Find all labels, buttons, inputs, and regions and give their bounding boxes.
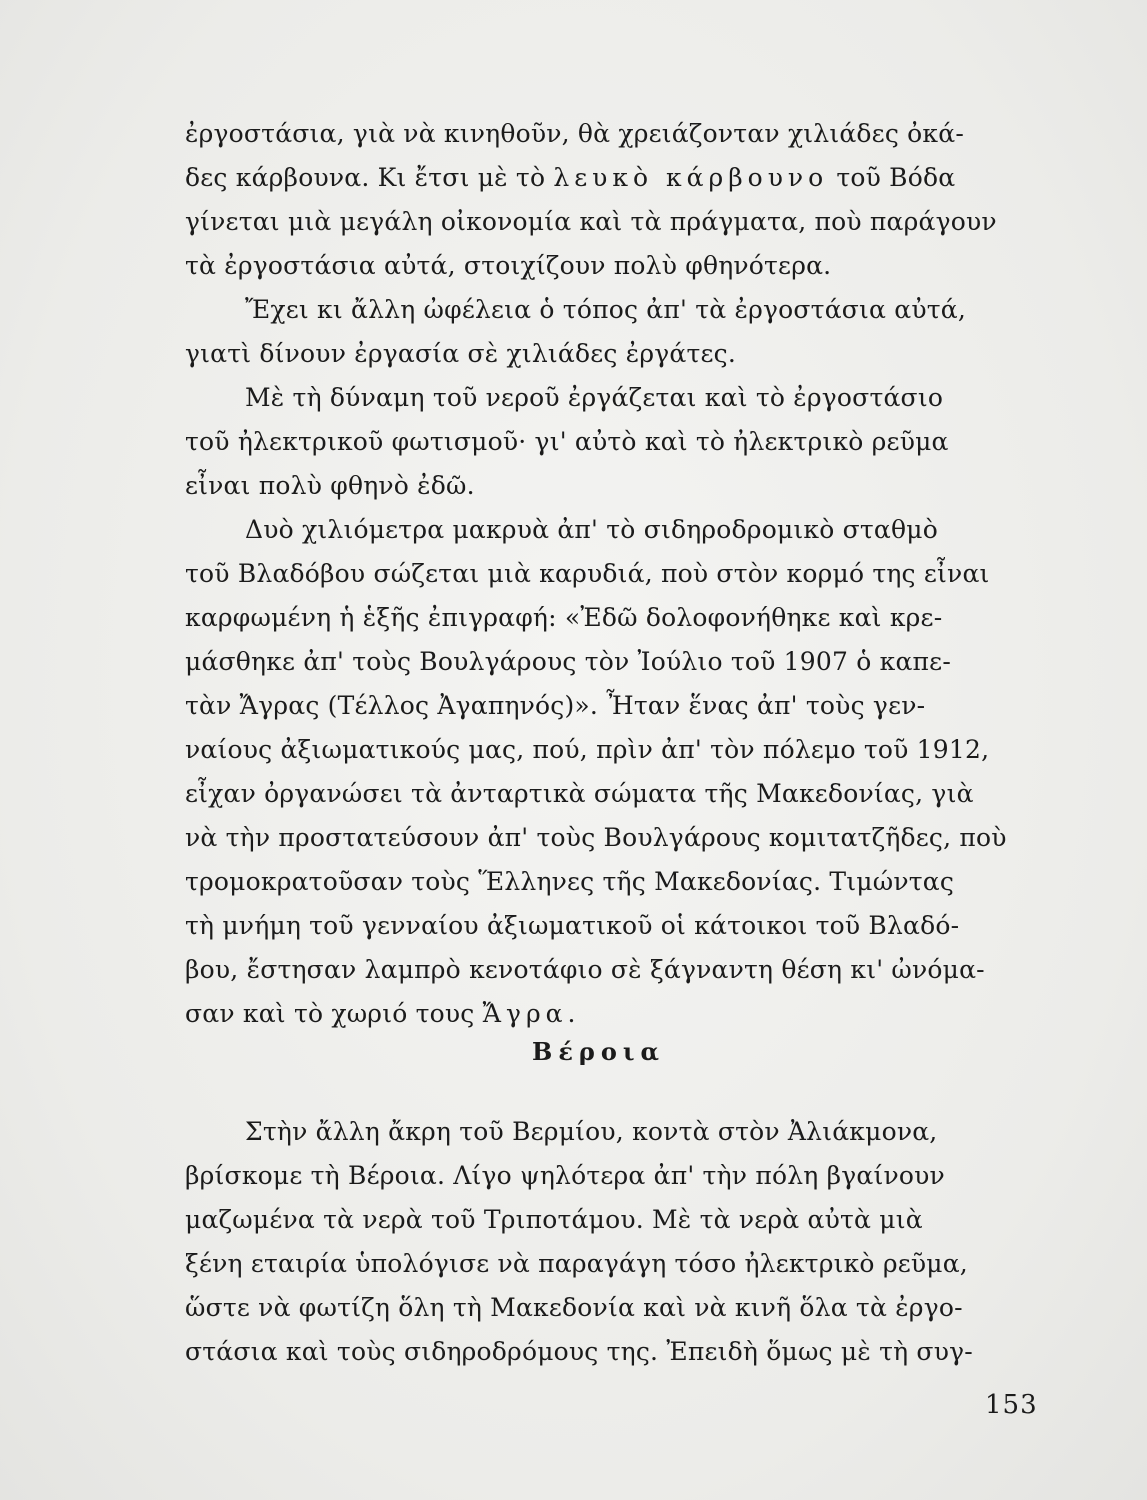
text-line: Ἔχει κι ἄλλη ὠφέλεια ὁ τόπος ἀπ' τὰ ἐργοστάσια αὐτά, xyxy=(245,295,967,324)
body-text-upper xyxy=(185,112,1045,1036)
text-line: τὰ ἐργοστάσια αὐτά, στοιχίζουν πολὺ φθηνότερα. xyxy=(185,251,832,280)
text-line: ξένη εταιρία ὑπολόγισε νὰ παραγάγη τόσο ἠλεκτρικὸ ρεῦμα, xyxy=(185,1249,968,1278)
paragraph xyxy=(185,1110,1045,1374)
text-fragment: δες κάρβουνα. Κι ἔτσι μὲ τὸ xyxy=(185,163,546,192)
paragraph xyxy=(185,508,1045,1036)
text-line: εἶχαν ὀργανώσει τὰ ἀνταρτικὰ σώματα τῆς Μακεδονίας, γιὰ xyxy=(185,779,974,808)
section-heading: Βέροια xyxy=(532,1037,665,1066)
text-line: μάσθηκε ἀπ' τοὺς Βουλγάρους τὸν Ἰούλιο τοῦ 1907 ὁ καπε- xyxy=(185,647,951,676)
text-line: τὰν Ἄγρας (Τέλλος Ἀγαπηνός)». Ἦταν ἕνας ἀπ' τοὺς γεν- xyxy=(185,691,926,720)
text-line: γιατὶ δίνουν ἐργασία σὲ χιλιάδες ἐργάτες. xyxy=(185,339,737,368)
text-line: βου, ἔστησαν λαμπρὸ κενοτάφιο σὲ ξάγναντη θέση κι' ὠνόμα- xyxy=(185,955,985,984)
body-text-lower xyxy=(185,1110,1045,1374)
text-line: εἶναι πολὺ φθηνὸ ἐδῶ. xyxy=(185,471,475,500)
text-line: βρίσκομε τὴ Βέροια. Λίγο ψηλότερα ἀπ' τὴν πόλη βγαίνουν xyxy=(185,1161,945,1190)
text-line xyxy=(185,992,1045,1036)
text-line: μαζωμένα τὰ νερὰ τοῦ Τριποτάμου. Μὲ τὰ νερὰ αὐτὰ μιὰ xyxy=(185,1205,923,1234)
text-line xyxy=(185,156,1045,200)
text-line: τοῦ Βλαδόβου σώζεται μιὰ καρυδιά, ποὺ στὸν κορμό της εἶναι xyxy=(185,559,990,588)
text-fragment: σαν καὶ τὸ χωριό τους xyxy=(185,999,475,1028)
text-line: ναίους ἀξιωματικούς μας, πού, πρὶν ἀπ' τὸν πόλεμο τοῦ 1912, xyxy=(185,735,990,764)
text-line: τρομοκρατοῦσαν τοὺς Ἕλληνες τῆς Μακεδονίας. Τιμώντας xyxy=(185,867,955,896)
spaced-emphasis: Ἄγρα. xyxy=(482,999,581,1028)
paragraph xyxy=(185,112,1045,288)
text-line: Στὴν ἄλλη ἄκρη τοῦ Βερμίου, κοντὰ στὸν Ἀλιάκμονα, xyxy=(245,1117,938,1146)
text-line: γίνεται μιὰ μεγάλη οἰκονομία καὶ τὰ πράγματα, ποὺ παράγουν xyxy=(185,207,997,236)
text-line: ἐργοστάσια, γιὰ νὰ κινηθοῦν, θὰ χρειάζονταν χιλιάδες ὀκά- xyxy=(185,119,964,148)
text-line: νὰ τὴν προστατεύσουν ἀπ' τοὺς Βουλγάρους κομιτατζῆδες, ποὺ xyxy=(185,823,1007,852)
text-line: τὴ μνήμη τοῦ γενναίου ἀξιωματικοῦ οἱ κάτοικοι τοῦ Βλαδό- xyxy=(185,911,960,940)
page-number: 153 xyxy=(985,1390,1038,1420)
text-line: καρφωμένη ἡ ἑξῆς ἐπιγραφή: «Ἐδῶ δολοφονήθηκε καὶ κρε- xyxy=(185,603,943,632)
text-line: στάσια καὶ τοὺς σιδηροδρόμους της. Ἐπειδὴ ὅμως μὲ τὴ συγ- xyxy=(185,1337,973,1366)
text-line: Δυὸ χιλιόμετρα μακρυὰ ἀπ' τὸ σιδηροδρομικὸ σταθμὸ xyxy=(245,515,938,544)
text-fragment: τοῦ Βόδα xyxy=(836,163,956,192)
spaced-emphasis: λευκὸ κάρβουνο xyxy=(553,163,829,192)
paragraph xyxy=(185,376,1045,508)
text-line: Μὲ τὴ δύναμη τοῦ νεροῦ ἐργάζεται καὶ τὸ ἐργοστάσιο xyxy=(245,383,944,412)
paragraph xyxy=(185,288,1045,376)
text-line: ὥστε νὰ φωτίζη ὅλη τὴ Μακεδονία καὶ νὰ κινῆ ὅλα τὰ ἐργο- xyxy=(185,1293,963,1322)
text-line: τοῦ ἠλεκτρικοῦ φωτισμοῦ· γι' αὐτὸ καὶ τὸ ἠλεκτρικὸ ρεῦμα xyxy=(185,427,949,456)
